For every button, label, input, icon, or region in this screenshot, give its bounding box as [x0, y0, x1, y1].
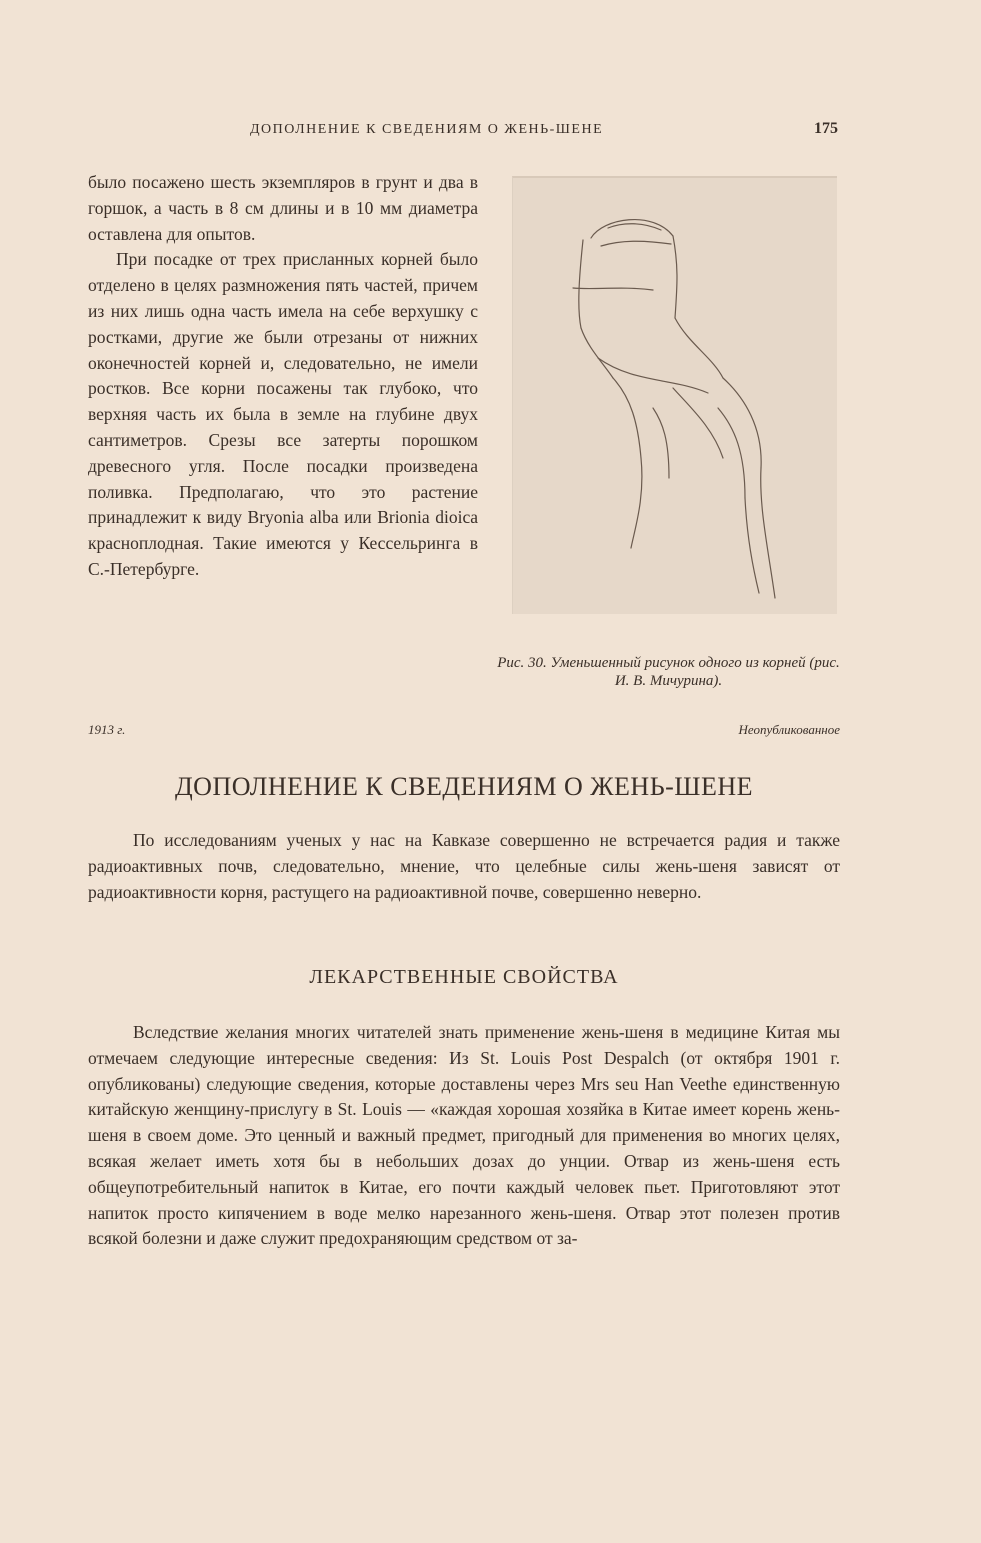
figure-caption: Рис. 30. Уменьшенный рисунок одного из корней (рис. И. В. Мичурина). [497, 655, 840, 689]
section-title: ДОПОЛНЕНИЕ К СВЕДЕНИЯМ О ЖЕНЬ-ШЕНЕ [174, 772, 754, 801]
subsection-title: ЛЕКАРСТВЕННЫЕ СВОЙСТВА [309, 966, 619, 988]
section-paragraph: По исследованиям ученых у нас на Кавказе совершенно не встречается радия и также радиоактивных почв, следовательно, мнение, что целебные силы жень-шеня зависят от радиоактивности корня, растущего на радиоактивной почве, совершенно неверно. [88, 830, 840, 902]
root-sketch [513, 178, 837, 614]
root-drawing-figure [512, 176, 837, 614]
running-title: ДОПОЛНЕНИЕ К СВЕДЕНИЯМ О ЖЕНЬ-ШЕНЕ [250, 122, 604, 137]
subsection-paragraph: Вследствие желания многих читателей знать применение жень-шеня в медицине Китая мы отмечаем следующие интересные сведения: Из St. Louis Post Despalch (от октября 1901 г. опубликованы) следующие сведения, которые доставлены через Mrs seu Han Veethe единственную китайскую женщину-прислугу в St. Louis — «каждая хорошая хозяйка в Китае имеет корень жень-шеня в своем доме. Это ценный и важный предмет, пригодный для применения во многих целях, всякая желает иметь хотя бы в небольших дозах до унции. Отвар из жень-шеня есть общеупотребительный напиток в Китае, его почти каждый человек пьет. Приготовляют этот напиток просто кипячением в воде мелко нарезанного жень-шеня. Отвар этот полезен против всякой болезни и даже служит предохраняющим средством от за- [88, 1022, 840, 1249]
date-note: 1913 г. [88, 722, 126, 737]
page-number: 175 [814, 120, 838, 137]
paragraph: При посадке от трех присланных корней было отделено в целях размножения пять частей, причем из них лишь одна часть имела на себе верхушку с ростками, другие же были отрезаны от нижних оконечностей корней и, следовательно, не имели ростков. Все корни посажены так глубоко, что верхняя часть их была в земле на глубине двух сантиметров. Срезы все затерты порошком древесного угля. После посадки произведена поливка. Предполагаю, что это растение принадлежит к виду Bryonia alba или Brionia dioica красноплодная. Такие имеются у Кессельринга в С.-Петербурге. [88, 249, 478, 579]
paragraph: было посажено шесть экземпляров в грунт и два в горшок, а часть в 8 см длины и в 10 мм диаметра оставлена для опытов. [88, 172, 478, 244]
left-column-text [88, 170, 478, 583]
publication-status: Неопубликованное [738, 722, 840, 737]
